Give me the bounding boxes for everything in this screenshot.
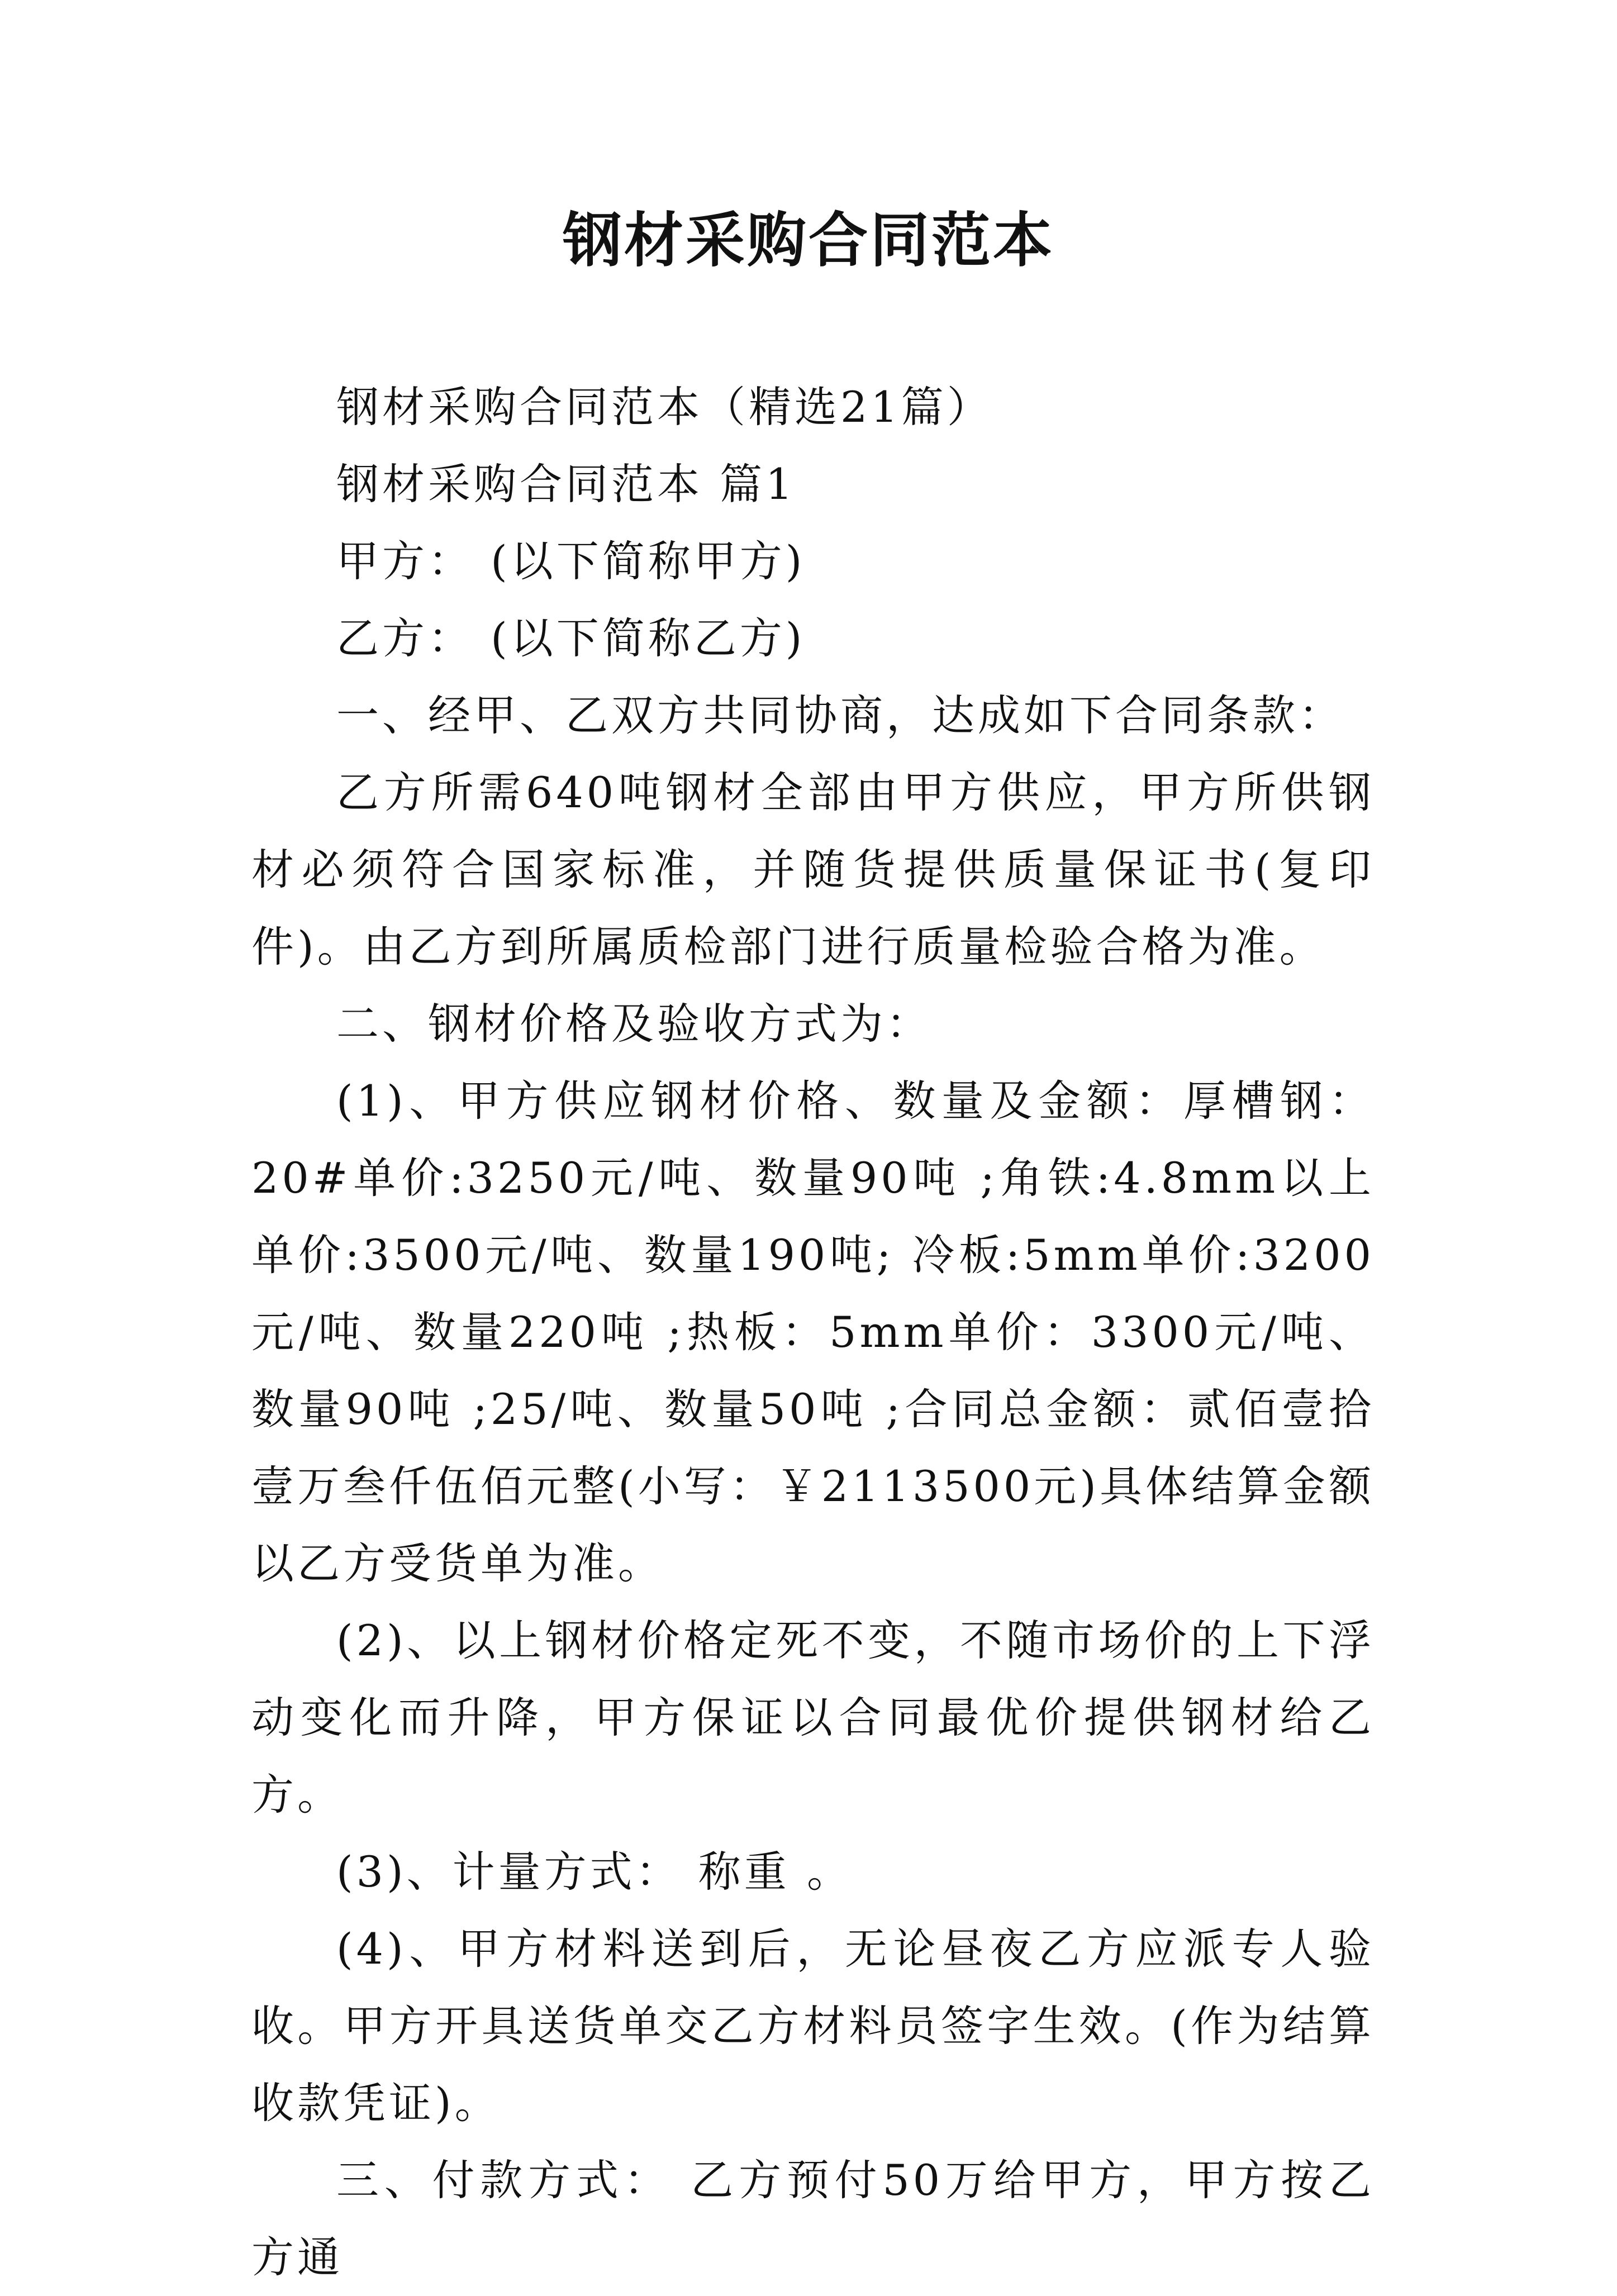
paragraph-clause-2: 二、钢材价格及验收方式为：	[336, 999, 932, 1049]
paragraph-fixed-price: (2)、以上钢材价格定死不变，不随市场价的上下浮动变化而升降，甲方保证以合同最优价提供钢材给乙方。	[251, 1616, 1375, 1819]
paragraph-clause-1: 一、经甲、乙双方共同协商，达成如下合同条款：	[336, 690, 1344, 740]
paragraph-section-heading: 钢材采购合同范本 篇1	[336, 459, 796, 509]
paragraph-collection-title: 钢材采购合同范本（精选21篇）	[336, 382, 993, 432]
paragraph-party-b: 乙方： (以下简称乙方)	[336, 613, 806, 663]
paragraph-payment: 三、付款方式： 乙方预付50万给甲方，甲方按乙方通	[251, 2155, 1375, 2282]
paragraph-party-a: 甲方： (以下简称甲方)	[336, 536, 806, 586]
document-title: 钢材采购合同范本	[563, 205, 1054, 275]
paragraph-measurement: (3)、计量方式： 称重 。	[336, 1847, 853, 1897]
paragraph-price-quantity: (1)、甲方供应钢材价格、数量及金额：厚槽钢： 20#单价:3250元/吨、数量90吨 ;角铁:4.8mm以上 单价:3500元/吨、数量190吨; 冷板:5mm单价:3200元/吨、数量220吨 ;热板：5mm单价：3300元/吨、数量90吨 ;25/吨、数量50吨 ;合同总金额：贰佰壹拾壹万叁仟伍佰元整(小写：￥2113500元)具体结算金额以乙方受货单为准。	[251, 1076, 1375, 1588]
paragraph-supply-terms: 乙方所需640吨钢材全部由甲方供应，甲方所供钢材必须符合国家标准，并随货提供质量保证书(复印件)。由乙方到所属质检部门进行质量检验合格为准。	[251, 768, 1375, 971]
paragraph-acceptance: (4)、甲方材料送到后，无论昼夜乙方应派专人验收。甲方开具送货单交乙方材料员签字生效。(作为结算收款凭证)。	[251, 1924, 1375, 2128]
document-body	[251, 369, 1375, 2296]
